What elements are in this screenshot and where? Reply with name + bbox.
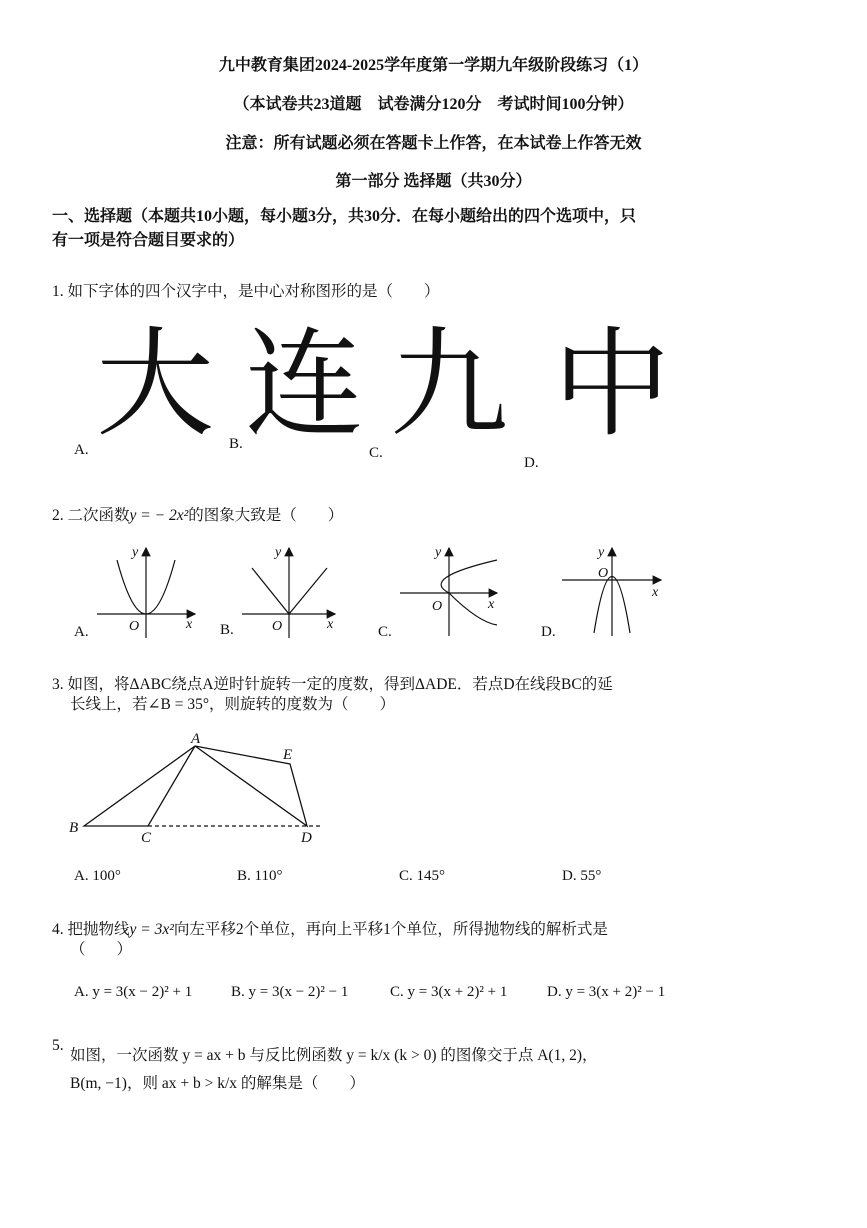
q4-option-a[interactable]: A. y = 3(x − 2)² + 1 [74,984,193,1000]
q2-d-x-label: x [652,585,659,600]
q2-d-origin: O [598,566,609,581]
q2-c-y-label: y [435,545,442,560]
q2-a-x-label: x [186,617,193,632]
question-2-pre: 2. 二次函数 [52,507,130,524]
q4-option-d[interactable]: D. y = 3(x + 2)² − 1 [547,984,666,1000]
q3-point-d: D [301,830,312,846]
q2-option-b-label[interactable]: B. [220,622,234,638]
exam-title: 九中教育集团2024-2025学年度第一学期九年级阶段练习（1） [218,57,649,74]
q2-a-origin: O [129,619,140,634]
q1-option-c-char: 九 [390,315,509,453]
q4-option-c[interactable]: C. y = 3(x + 2)² + 1 [390,984,508,1000]
q3-point-e: E [283,747,293,763]
q1-option-d-label[interactable]: D. [524,455,539,471]
q3-option-b[interactable]: B. 110° [237,868,283,884]
q1-option-c-label[interactable]: C. [369,445,383,461]
q1-option-a-char: 大 [96,315,215,453]
q3-option-c[interactable]: C. 145° [399,868,446,884]
q2-c-origin: O [432,599,443,614]
question-4-pre: 4. 把抛物线 [52,921,130,938]
question-2-post: 的图象大致是（ ） [188,507,344,524]
question-1-text: 1. 如下字体的四个汉字中，是中心对称图形的是（ ） [52,283,440,300]
q2-option-a-label[interactable]: A. [74,624,89,640]
section-heading-line1: 一、选择题（本题共10小题，每小题3分，共30分．在每小题给出的四个选项中，只 [52,208,637,225]
q2-b-origin: O [272,619,283,634]
q2-b-x-label: x [327,617,334,632]
question-4-line2: （ ） [70,941,133,958]
q2-option-d-label[interactable]: D. [541,624,556,640]
question-2-text [52,504,343,528]
question-3-line2: 长线上，若∠B = 35°，则旋转的度数为（ ） [70,696,396,713]
q3-option-a[interactable]: A. 100° [74,868,121,884]
exam-notice: 注意：所有试题必须在答题卡上作答，在本试卷上作答无效 [225,135,642,152]
q3-triangle-figure [0,725,867,850]
question-4-post: 向左平移2个单位，再向上平移1个单位，所得抛物线的解析式是 [173,921,608,938]
section-heading-line2: 有一项是符合题目要求的） [52,232,245,249]
q2-a-y-label: y [132,545,139,560]
question-2-function: y = − 2x² [129,507,189,524]
question-3-line1: 3. 如图，将ΔABC绕点A逆时针旋转一定的度数，得到ΔADE．若点D在线段BC的延 [52,676,613,693]
question-5-line2: B(m, −1)，则 ax + b > k/x 的解集是（ ） [70,1075,365,1092]
q3-point-c: C [141,830,152,846]
q1-option-b-label[interactable]: B. [229,436,243,452]
q3-option-d[interactable]: D. 55° [562,868,602,884]
question-4-function: y = 3x² [129,921,174,938]
q1-option-b-char: 连 [245,315,364,453]
question-5-number: 5. [52,1037,64,1054]
q2-b-y-label: y [275,545,282,560]
q3-triangle-abc [84,746,195,826]
q2-option-c-label[interactable]: C. [378,624,392,640]
q4-option-b[interactable]: B. y = 3(x − 2)² − 1 [231,984,349,1000]
q1-option-d-char: 中 [553,315,672,453]
q2-d-y-label: y [598,545,605,560]
question-5-line1: 如图，一次函数 y = ax + b 与反比例函数 y = k/x (k > 0) 的图像交于点 A(1, 2)， [70,1047,598,1064]
q3-point-b: B [69,820,79,836]
q1-option-a-label[interactable]: A. [74,442,89,458]
exam-info: （本试卷共23道题 试卷满分120分 考试时间100分钟） [233,96,634,113]
q2-graphs [0,538,867,648]
q2-c-x-label: x [488,597,495,612]
part-heading: 第一部分 选择题（共30分） [335,173,532,190]
question-4-line1 [52,918,608,942]
q3-point-a: A [191,731,201,747]
